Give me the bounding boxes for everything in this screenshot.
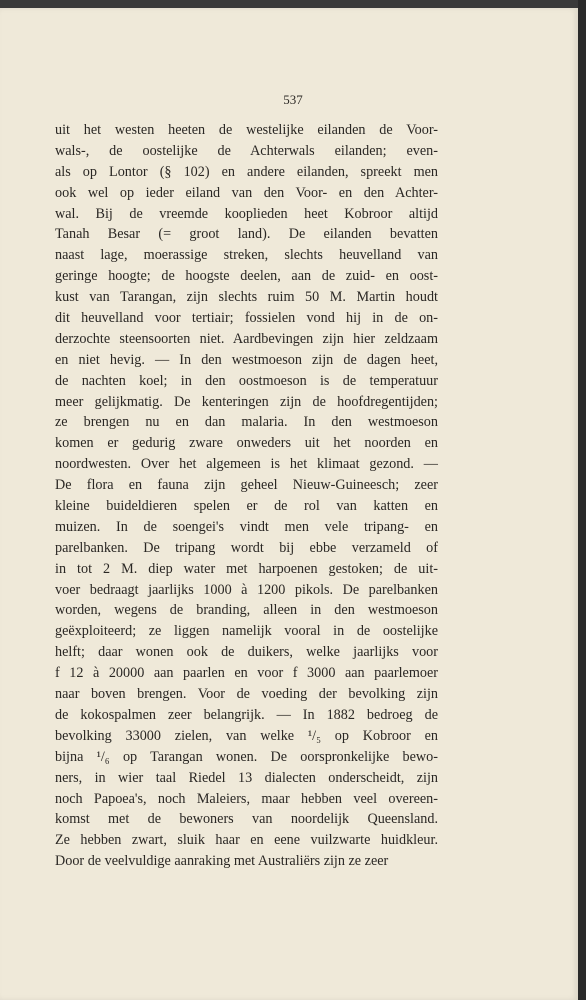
text-line: uit het westen heeten de westelijke eilanden de Voor-	[55, 122, 438, 138]
text-line: parelbanken. De tripang wordt bij ebbe verzameld of	[55, 539, 438, 556]
body-text	[55, 120, 438, 872]
text-line: f 12 à 20000 aan paarlen en voor f 3000 aan paarlemoer	[55, 665, 438, 682]
page-number: 537	[283, 92, 303, 107]
text-line: als op Lontor (§ 102) en andere eilanden, spreekt men	[55, 163, 438, 180]
text-line: naar boven brengen. Voor de voeding der bevolking zijn	[55, 686, 438, 703]
text-line: bijna ¹/₆ op Tarangan wonen. De oorspronkelijke bewo-	[55, 748, 438, 765]
text-line: muizen. In de soengei's vindt men vele tripang- en	[55, 518, 438, 535]
text-line: voer bedraagt jaarlijks 1000 à 1200 pikols. De parelbanken	[55, 581, 438, 598]
text-line: de kokospalmen zeer belangrijk. — In 1882 bedroeg de	[55, 706, 438, 723]
text-line: worden, wegens de branding, alleen in den westmoeson	[55, 602, 438, 619]
text-line: Ze hebben zwart, sluik haar en eene vuilzwarte huidkleur.	[55, 832, 438, 849]
text-line: meer gelijkmatig. De kenteringen zijn de hoofdregentijden;	[55, 393, 438, 410]
text-line: geëxploiteerd; ze liggen namelijk vooral in de oostelijke	[55, 623, 438, 640]
text-line: komst met de bewoners van noordelijk Queensland.	[55, 811, 438, 828]
text-line: komen er gedurig zware onweders uit het noorden en	[55, 435, 438, 452]
text-line: kleine buideldieren spelen er de rol van katten en	[55, 498, 438, 515]
text-line: noordwesten. Over het algemeen is het klimaat gezond. —	[55, 456, 438, 473]
text-line: noch Papoea's, noch Maleiers, maar hebben veel overeen-	[55, 790, 438, 807]
text-line: en niet hevig. — In den westmoeson zijn de dagen heet,	[55, 351, 438, 368]
text-line: dit heuvelland voor tertiair; fossielen vond hij in de on-	[55, 310, 438, 327]
text-line: ners, in wier taal Riedel 13 dialecten onderscheidt, zijn	[55, 769, 438, 786]
text-line: in tot 2 M. diep water met harpoenen gestoken; de uit-	[55, 560, 438, 577]
text-line: Tanah Besar (= groot land). De eilanden bevatten	[55, 226, 438, 243]
text-line: helft; daar wonen ook de duikers, welke jaarlijks voor	[55, 644, 438, 661]
text-line: De flora en fauna zijn geheel Nieuw-Guineesch; zeer	[55, 477, 438, 494]
page-edge	[578, 0, 586, 1000]
text-line: ook wel op ieder eiland van den Voor- en den Achter-	[55, 184, 438, 201]
text-line: ze brengen nu en dan malaria. In den westmoeson	[55, 414, 438, 431]
text-line: de nachten koel; in den oostmoeson is de temperatuur	[55, 372, 438, 389]
text-line: Door de veelvuldige aanraking met Australiërs zijn ze zeer	[55, 853, 389, 870]
text-line: naast lage, moerassige streken, slechts heuvelland van	[55, 247, 438, 264]
text-line: derzochte steensoorten niet. Aardbevingen zijn hier zeldzaam	[55, 330, 438, 347]
text-line: wal. Bij de vreemde kooplieden heet Kobroor altijd	[55, 205, 438, 222]
text-line: geringe hoogte; de hoogste deelen, aan de zuid- en oost-	[55, 268, 438, 285]
text-line: kust van Tarangan, zijn slechts ruim 50 M. Martin houdt	[55, 289, 438, 306]
text-line: bevolking 33000 zielen, van welke ¹/₅ op Kobroor en	[55, 727, 438, 744]
text-line: wals-, de oostelijke de Achterwals eilanden; even-	[55, 142, 438, 159]
